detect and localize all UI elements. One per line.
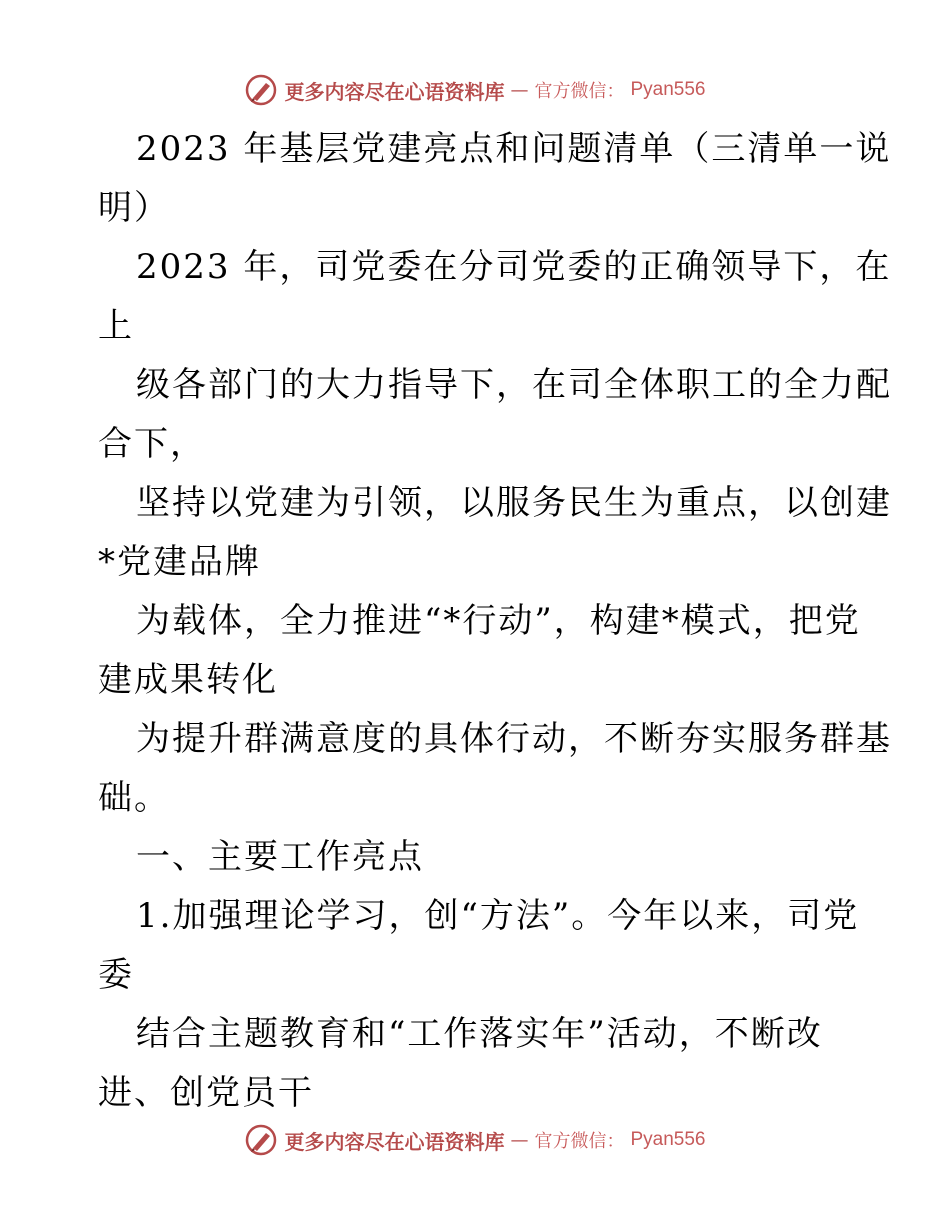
document-line: 结合主题教育和“工作落实年”活动，不断改 — [136, 1014, 823, 1054]
footer-banner — [0, 1120, 950, 1160]
document-line: 合下， — [98, 424, 206, 464]
document-line: 明） — [98, 188, 170, 228]
document-line: 础。 — [98, 778, 170, 818]
document-body — [98, 120, 892, 1123]
document-line: 上 — [98, 306, 134, 346]
pen-logo-icon — [244, 1123, 278, 1157]
banner-main-text: 更多内容尽在心语资料库 — [284, 1129, 505, 1154]
banner-sub-text: 官方微信： — [534, 1131, 625, 1152]
pen-logo-icon — [244, 73, 278, 107]
banner-main-text: 更多内容尽在心语资料库 — [284, 79, 505, 104]
header-banner — [0, 70, 950, 110]
document-line: 建成果转化 — [98, 660, 278, 700]
banner-account: Pyan556 — [630, 1129, 706, 1150]
document-line: 为载体，全力推进“*行动”，构建*模式，把党 — [136, 601, 861, 641]
document-line: 2023 年，司党委在分司党委的正确领导下，在 — [136, 247, 892, 287]
document-line: 为提升群满意度的具体行动，不断夯实服务群基 — [136, 719, 892, 759]
document-line: 一、主要工作亮点 — [136, 837, 424, 877]
document-line: *党建品牌 — [98, 542, 261, 582]
document-line: 级各部门的大力指导下，在司全体职工的全力配 — [136, 365, 892, 405]
document-line: 委 — [98, 955, 134, 995]
document-line: 进、创党员干 — [98, 1073, 314, 1113]
banner-separator: — — [510, 1129, 529, 1151]
document-line: 2023 年基层党建亮点和问题清单（三清单一说 — [136, 129, 892, 169]
banner-account: Pyan556 — [630, 79, 706, 100]
banner-separator: — — [510, 79, 529, 101]
banner-sub-text: 官方微信： — [534, 81, 625, 102]
document-line: 坚持以党建为引领，以服务民生为重点，以创建 — [136, 483, 892, 523]
document-line: 1.加强理论学习，创“方法”。今年以来，司党 — [136, 896, 860, 936]
